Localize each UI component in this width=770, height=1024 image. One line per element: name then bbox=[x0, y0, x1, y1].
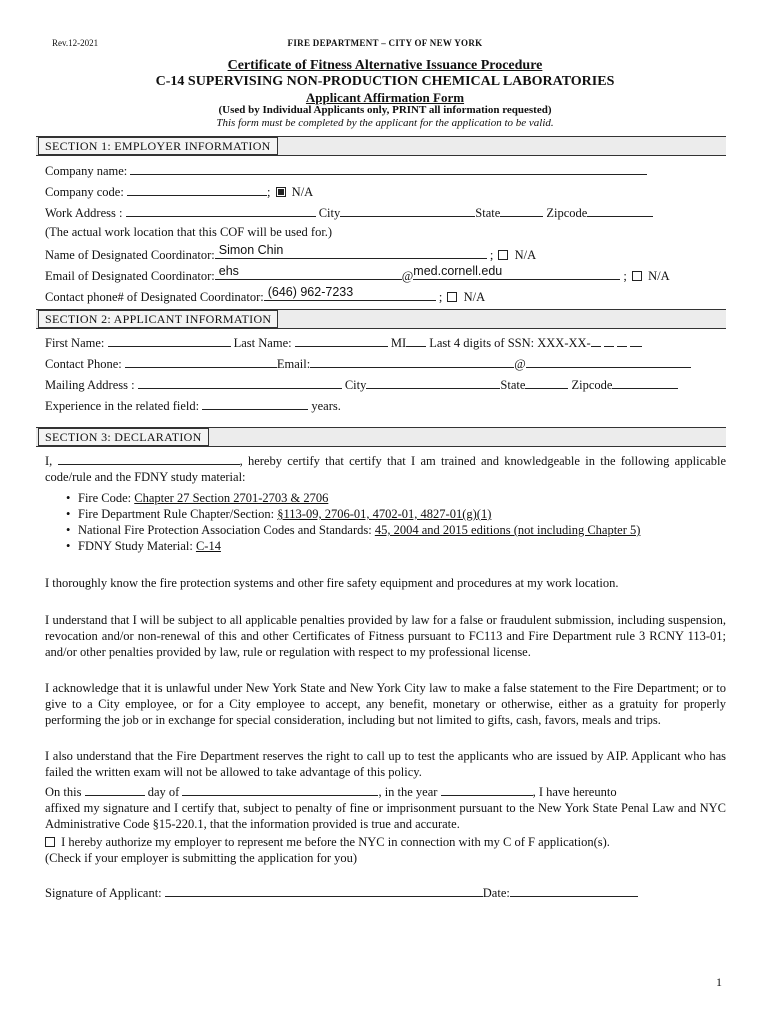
ssn-digit-3[interactable] bbox=[617, 334, 627, 347]
mi-input[interactable] bbox=[406, 334, 426, 347]
year-input[interactable] bbox=[441, 783, 533, 796]
experience-label: Experience in the related field: bbox=[45, 399, 203, 413]
bullet-prefix: National Fire Protection Association Codes and Standards: bbox=[78, 523, 375, 537]
mailing-address-input[interactable] bbox=[138, 376, 342, 389]
department-header: FIRE DEPARTMENT – CITY OF NEW YORK bbox=[287, 38, 483, 48]
day-of-label: day of bbox=[144, 785, 183, 799]
form-note: This form must be completed by the applicant for the application to be valid. bbox=[216, 117, 554, 129]
authorize-paragraph bbox=[45, 834, 645, 866]
signature-label: Signature of Applicant: bbox=[45, 886, 165, 900]
month-input[interactable] bbox=[182, 783, 378, 796]
code-list bbox=[66, 490, 726, 554]
mailing-city-input[interactable] bbox=[366, 376, 500, 389]
work-city-label: City bbox=[318, 206, 341, 220]
at-sign: @ bbox=[514, 357, 526, 371]
email-label: Email: bbox=[276, 357, 311, 371]
declaration-paragraph-1: I thoroughly know the fire protection systems and other fire safety equipment and procedures at my work location. bbox=[45, 576, 619, 590]
form-name: Applicant Affirmation Form bbox=[305, 90, 465, 105]
coordinator-phone-value: (646) 962-7233 bbox=[267, 285, 354, 299]
first-name-input[interactable] bbox=[108, 334, 231, 347]
mailing-state-input[interactable] bbox=[525, 376, 568, 389]
form-instructions: (Used by Individual Applicants only, PRINT all information requested) bbox=[218, 104, 552, 116]
coordinator-phone-na-checkbox[interactable] bbox=[447, 292, 457, 302]
na-label: N/A bbox=[288, 185, 314, 199]
semicolon: ; bbox=[489, 248, 494, 262]
mailing-city-label: City bbox=[344, 378, 367, 392]
date-label: Date: bbox=[482, 886, 510, 900]
applicant-name-row bbox=[45, 334, 642, 351]
list-item bbox=[66, 490, 726, 506]
i-label: I, bbox=[45, 454, 58, 468]
authorize-checkbox[interactable] bbox=[45, 837, 55, 847]
work-state-input[interactable] bbox=[500, 204, 543, 217]
section3-bar bbox=[36, 427, 726, 447]
section3-heading: SECTION 3: DECLARATION bbox=[38, 428, 209, 446]
in-the-year-label: , in the year bbox=[378, 785, 441, 799]
coordinator-phone-row bbox=[45, 285, 486, 305]
ssn-digit-4[interactable] bbox=[630, 334, 642, 347]
company-name-input[interactable] bbox=[130, 162, 647, 175]
work-zip-label: Zipcode bbox=[546, 206, 588, 220]
mailing-address-label: Mailing Address : bbox=[45, 378, 138, 392]
company-code-row bbox=[45, 183, 313, 200]
semicolon: ; bbox=[438, 290, 443, 304]
mi-label: MI bbox=[390, 336, 407, 350]
experience-input[interactable] bbox=[202, 397, 308, 410]
email-user-input[interactable] bbox=[310, 355, 514, 368]
experience-row bbox=[45, 397, 341, 414]
fire-rule-link[interactable]: §113-09, 2706-01, 4702-01, 4827-01(g)(1) bbox=[277, 507, 492, 521]
semicolon: ; bbox=[266, 185, 271, 199]
list-item bbox=[66, 538, 726, 554]
work-state-label: State bbox=[475, 206, 501, 220]
work-address-label: Work Address : bbox=[45, 206, 126, 220]
form-title: Certificate of Fitness Alternative Issuance Procedure bbox=[227, 58, 543, 73]
coordinator-email-user-input[interactable] bbox=[215, 264, 402, 280]
signature-row bbox=[45, 884, 638, 901]
bullet-prefix: Fire Code: bbox=[78, 491, 135, 505]
mailing-address-row bbox=[45, 376, 678, 393]
coordinator-email-label: Email of Designated Coordinator: bbox=[45, 269, 215, 283]
on-this-label: On this bbox=[45, 785, 85, 799]
semicolon: ; bbox=[623, 269, 627, 283]
at-sign: @ bbox=[401, 269, 414, 283]
certify-text: , hereby certify that certify that I am trained and knowledgeable in the following applicable code/rule and the FDNY study material: bbox=[45, 454, 726, 484]
coordinator-phone-input[interactable] bbox=[264, 285, 436, 301]
coordinator-email-domain-input[interactable] bbox=[413, 264, 620, 280]
applicant-name-input[interactable] bbox=[58, 452, 240, 465]
coordinator-name-na-checkbox[interactable] bbox=[498, 250, 508, 260]
section1-bar bbox=[36, 136, 726, 156]
contact-row bbox=[45, 355, 691, 372]
signature-input[interactable] bbox=[165, 884, 483, 897]
bullet-prefix: FDNY Study Material: bbox=[78, 539, 196, 553]
ssn-label: Last 4 digits of SSN: XXX-XX- bbox=[429, 336, 591, 350]
form-subtitle: C-14 SUPERVISING NON-PRODUCTION CHEMICAL LABORATORIES bbox=[155, 74, 615, 89]
mailing-state-label: State bbox=[500, 378, 526, 392]
company-code-input[interactable] bbox=[127, 183, 267, 196]
declaration-paragraph-4: I also understand that the Fire Department reserves the right to call up to test the applicants who are issued by AIP. Applicant who has failed the written exam will not be allowed to take advantage of this policy. bbox=[45, 749, 726, 779]
coordinator-phone-label: Contact phone# of Designated Coordinator: bbox=[45, 290, 264, 304]
certify-paragraph bbox=[45, 452, 726, 485]
company-name-label: Company name: bbox=[45, 164, 131, 178]
email-domain-input[interactable] bbox=[526, 355, 691, 368]
date-affirmation-paragraph bbox=[45, 783, 726, 832]
study-material-link[interactable]: C-14 bbox=[195, 539, 221, 553]
last-name-input[interactable] bbox=[295, 334, 388, 347]
na-label: N/A bbox=[645, 269, 670, 283]
work-city-input[interactable] bbox=[340, 204, 475, 217]
bullet-prefix: Fire Department Rule Chapter/Section: bbox=[78, 507, 278, 521]
declaration-paragraph-3: I acknowledge that it is unlawful under New York State and New York City law to make a false statement to the Fire Department; or to give to a City employee, or for a City employee to accept, any benefit, monetary or otherwise, either as a gratuity for properly performing the job or in exchange for special consideration, including but not limited to gifts, cash, favors, meals and trips. bbox=[45, 681, 726, 727]
company-name-row bbox=[45, 162, 647, 179]
work-address-row bbox=[45, 204, 653, 221]
section1-heading: SECTION 1: EMPLOYER INFORMATION bbox=[38, 137, 278, 155]
revision-label: Rev.12-2021 bbox=[52, 38, 99, 48]
coordinator-name-row bbox=[45, 243, 537, 263]
work-address-input[interactable] bbox=[126, 204, 316, 217]
work-zip-input[interactable] bbox=[587, 204, 653, 217]
affixed-text: affixed my signature and I certify that, subject to penalty of fine or imprisonment pursuant to the New York State Penal Law and NYC Administrative Code §15-220.1, that the information provided is true and accurate. bbox=[45, 801, 726, 831]
mailing-zip-input[interactable] bbox=[612, 376, 678, 389]
mailing-zip-label: Zipcode bbox=[571, 378, 613, 392]
na-label: N/A bbox=[460, 290, 486, 304]
coordinator-email-na-checkbox[interactable] bbox=[632, 271, 642, 281]
declaration-paragraph-2: I understand that I will be subject to all applicable penalties provided by law for a false or fraudulent submission, including suspension, revocation and/or non-renewal of this and other Certificates of Fitness pursuant to FC113 and Fire Department rule 3 RCNY 113-01; and/or other penalties provided by law, rule or regulation with respect to my professional license. bbox=[45, 613, 726, 659]
coordinator-name-value: Simon Chin bbox=[218, 243, 284, 257]
years-label: years. bbox=[308, 399, 341, 413]
company-code-na-checkbox[interactable] bbox=[276, 187, 286, 197]
last-name-label: Last Name: bbox=[233, 336, 295, 350]
coordinator-email-row bbox=[45, 264, 670, 284]
company-code-label: Company code: bbox=[45, 185, 127, 199]
coordinator-email-domain-value: med.cornell.edu bbox=[413, 264, 503, 278]
page-number: 1 bbox=[716, 975, 722, 989]
coordinator-name-label: Name of Designated Coordinator: bbox=[45, 248, 215, 262]
section2-heading: SECTION 2: APPLICANT INFORMATION bbox=[38, 310, 278, 328]
list-item bbox=[66, 522, 726, 538]
ssn-digit-2[interactable] bbox=[604, 334, 614, 347]
work-location-note: (The actual work location that this COF will be used for.) bbox=[45, 225, 333, 239]
hereunto-label: , I have hereunto bbox=[532, 785, 617, 799]
fire-code-link[interactable]: Chapter 27 Section 2701-2703 & 2706 bbox=[134, 491, 329, 505]
first-name-label: First Name: bbox=[45, 336, 108, 350]
coordinator-name-input[interactable] bbox=[215, 243, 487, 259]
na-label: N/A bbox=[511, 248, 537, 262]
contact-phone-label: Contact Phone: bbox=[45, 357, 125, 371]
list-item bbox=[66, 506, 726, 522]
day-input[interactable] bbox=[85, 783, 145, 796]
date-input[interactable] bbox=[510, 884, 638, 897]
nfpa-link[interactable]: 45, 2004 and 2015 editions (not including Chapter 5) bbox=[374, 523, 641, 537]
ssn-digit-1[interactable] bbox=[591, 334, 601, 347]
coordinator-email-user-value: ehs bbox=[218, 264, 239, 278]
authorize-text: I hereby authorize my employer to represent me before the NYC in connection with my C of F application(s). (Check if your employer is submitting the application for you) bbox=[45, 835, 610, 865]
contact-phone-input[interactable] bbox=[125, 355, 277, 368]
section2-bar bbox=[36, 309, 726, 329]
